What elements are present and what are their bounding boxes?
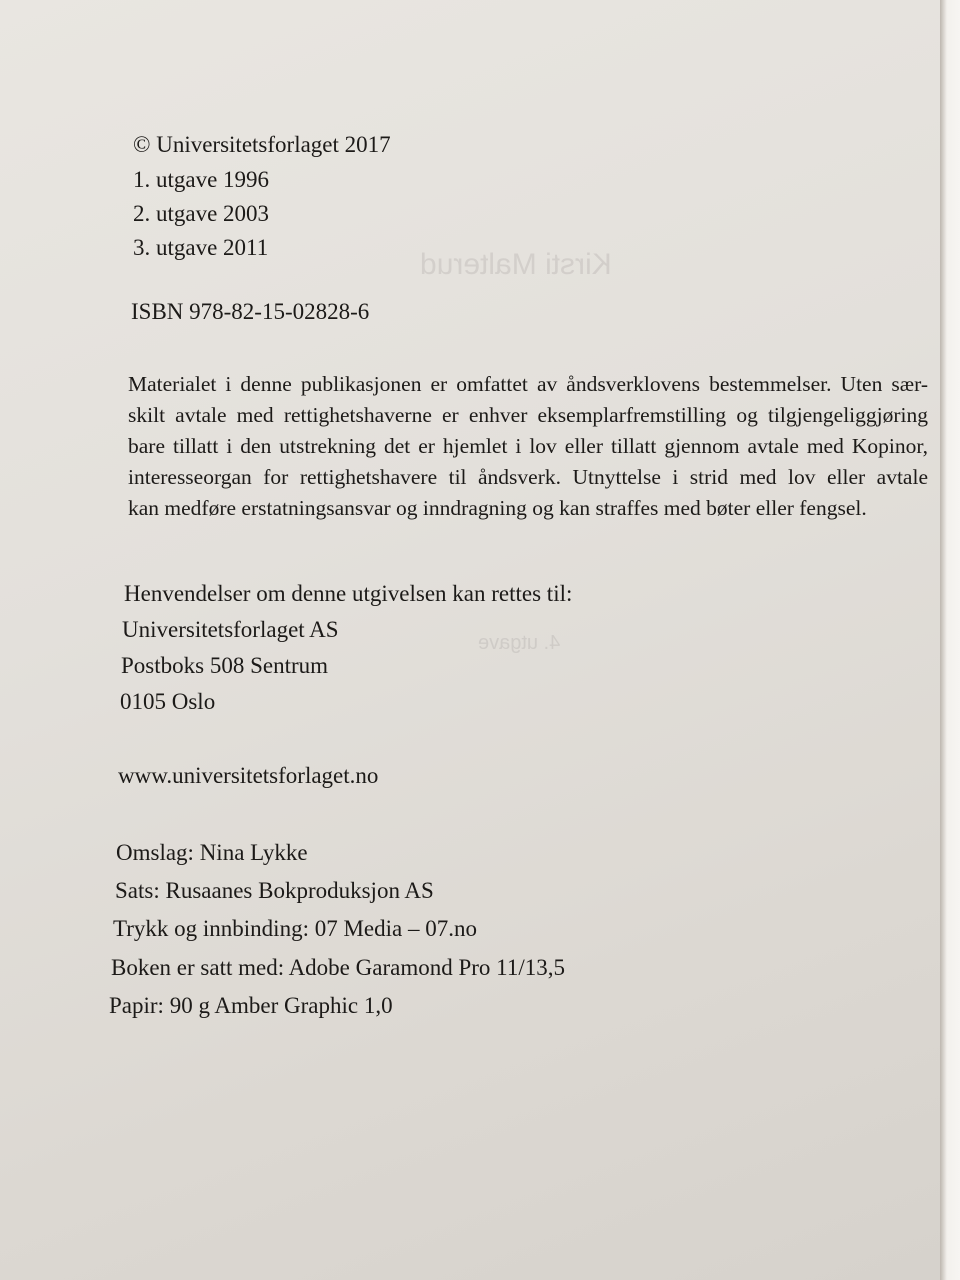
rights-notice-line: Materialet i denne publikasjonen er omfattet av åndsverklovens bestemmelser. Uten sær- — [128, 372, 928, 396]
credit-paper: Papir: 90 g Amber Graphic 1,0 — [109, 993, 393, 1018]
edition-1: 1. utgave 1996 — [133, 167, 270, 192]
rights-notice-line: skilt avtale med rettighetshaverne er enhver eksemplarfremstilling og tilgjengeliggjøring — [128, 403, 928, 427]
credit-cover: Omslag: Nina Lykke — [116, 840, 308, 865]
contact-address: Postboks 508 Sentrum — [121, 653, 329, 678]
credit-printing: Trykk og innbinding: 07 Media – 07.no — [113, 916, 477, 941]
page-edge — [940, 0, 960, 1280]
credit-typesetting: Sats: Rusaanes Bokproduksjon AS — [115, 878, 434, 903]
contact-intro: Henvendelser om denne utgivelsen kan rettes til: — [124, 581, 573, 606]
rights-notice-line: kan medføre erstatningsansvar og inndragning og kan straffes med bøter eller fengsel. — [128, 496, 867, 520]
credit-typeface: Boken er satt med: Adobe Garamond Pro 11/13,5 — [111, 955, 565, 980]
contact-publisher: Universitetsforlaget AS — [122, 617, 339, 642]
show-through-edition: 4. utgave — [478, 632, 561, 654]
website-url: www.universitetsforlaget.no — [118, 763, 379, 788]
edition-2: 2. utgave 2003 — [133, 201, 270, 226]
copyright-line: © Universitetsforlaget 2017 — [133, 132, 391, 157]
isbn: ISBN 978-82-15-02828-6 — [131, 299, 370, 324]
rights-notice-line: interesseorgan for rettighetshavere til åndsverk. Utnyttelse i strid med lov eller avtale — [128, 465, 928, 489]
rights-notice — [128, 369, 928, 524]
contact-city: 0105 Oslo — [120, 689, 216, 714]
rights-notice-line: bare tillatt i den utstrekning det er hjemlet i lov eller tillatt gjennom avtale med Kopinor, — [128, 434, 928, 458]
show-through-author: Kirsti Malterud — [420, 248, 612, 281]
edition-3: 3. utgave 2011 — [133, 235, 269, 260]
